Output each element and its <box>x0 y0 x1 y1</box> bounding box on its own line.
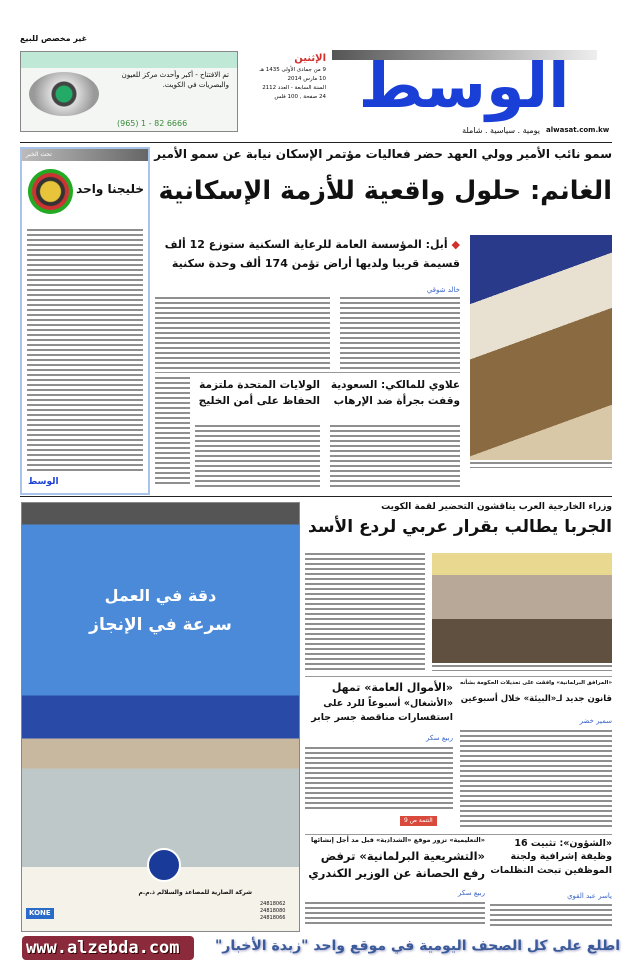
site-url[interactable]: alwasat.com.kw <box>546 126 610 134</box>
opinion-tag: تحت الخبر <box>22 149 148 161</box>
opinion-signature: الوسط <box>28 477 59 487</box>
continued-label[interactable]: التتمة ص 9 <box>400 816 437 826</box>
ad-phone: (965) 1 - 82 6666 <box>117 119 188 128</box>
footer-promo[interactable]: اطلع على كل الصحف اليومية في موقع واحد "زبدة الأخبار" <box>214 938 620 954</box>
story-headline[interactable]: قانون جديد لـ«البيئة» خلال أسبوعين <box>460 694 612 704</box>
opinion-body <box>27 229 143 473</box>
byline: ربيع سكر <box>458 889 485 897</box>
company-logo-icon <box>147 848 181 882</box>
lead-kicker: سمو نائب الأمير وولي العهد حضر فعاليات مؤتمر الإسكان نيابة عن سمو الأمير <box>154 147 612 161</box>
lead-subhead: ◆ أبل: المؤسسة العامة للرعاية السكنية ستوزع 12 ألف قسيمة قريبا ولديها أراض تؤمن 174 ألف وحدة سكنية <box>164 238 460 270</box>
story-kicker: وزراء الخارجية العرب يناقشون التحضير لقمة الكويت <box>381 502 612 512</box>
ad-company: شركة الصارية للمصاعد والسلالم ذ.م.م <box>138 889 252 896</box>
top-advertisement[interactable] <box>20 51 238 132</box>
story-kicker: «المرافق البرلمانية» وافقت على تعديلات الحكومة بشأنه <box>460 680 612 686</box>
date-block: الإثنين 9 من جمادى الأولى 1435 هـ 10 مارس 2014 السنة السابعة - العدد 2112 24 صفحة , 100 فلس <box>259 53 326 100</box>
story-headline[interactable]: «التشريعية البرلمانية» ترفض رفع الحصانة عن الوزير الكندري <box>308 849 485 881</box>
byline: ربيع سكر <box>426 734 453 742</box>
gcc-emblem-icon <box>28 169 73 214</box>
story-body <box>460 730 612 830</box>
opinion-box <box>20 147 150 495</box>
story-body <box>330 425 460 487</box>
story-body <box>155 377 190 487</box>
story-kicker: «التعليمية» تزور موقع «الشدادية» قبل مد أجل إنشائها <box>310 836 485 844</box>
story-body <box>195 425 320 487</box>
ad-text: تم الافتتاح - أكبر وأحدث مركز للعيون والبصريات في الكويت. <box>121 71 229 89</box>
elevator-advertisement[interactable] <box>21 502 300 932</box>
lead-body-2 <box>155 297 330 369</box>
story-body <box>305 902 485 926</box>
story-headline[interactable]: «الشؤون»: تثبيت 16 وظيفة إشرافية ولجنة الموظفين تبحث التظلمات <box>490 838 612 876</box>
story-headline[interactable]: علاوي للمالكي: السعودية وقفت بجرأة ضد الإرهاب <box>330 379 460 408</box>
lead-photo[interactable] <box>470 235 612 460</box>
kone-logo: KONE <box>26 908 54 919</box>
ad-phones: 24818062 24818080 24818066 <box>260 901 286 921</box>
story-photo[interactable] <box>432 553 612 663</box>
story-headline[interactable]: الولايات المتحدة ملتزمة الحفاظ على أمن الخليج <box>198 379 320 408</box>
lead-body <box>340 297 460 369</box>
photo-caption <box>470 462 612 468</box>
logo[interactable]: الوسط <box>358 49 570 122</box>
lead-headline[interactable]: الغانم: حلول واقعية للأزمة الإسكانية <box>158 176 612 206</box>
story-body <box>305 747 453 811</box>
lead-byline: خالد شوقي <box>426 286 460 294</box>
story-body <box>305 553 425 671</box>
story-body <box>490 904 612 926</box>
bullet-icon: ◆ <box>447 238 460 251</box>
footer-url[interactable]: www.alzebda.com <box>22 936 194 960</box>
story-headline[interactable]: «الأشغال» أسبوعاً للرد على استفسارات مناقصة جسر جابر <box>311 698 453 723</box>
opinion-title: خليجنا واحد <box>76 182 144 196</box>
story-headline[interactable]: الجربا يطالب بقرار عربي لردع الأسد <box>308 517 612 537</box>
photo-caption <box>432 665 612 671</box>
byline: سمير خضر <box>579 717 612 725</box>
tagline: يومية . سياسية . شاملة <box>462 126 540 135</box>
ad-line-2: سرعة في الإنجاز <box>89 615 232 635</box>
not-for-sale-label: غير مخصص للبيع <box>20 34 88 43</box>
eye-image <box>29 72 99 116</box>
ad-line-1: دقة في العمل <box>104 586 217 605</box>
story-kicker: «الأموال العامة» تمهل <box>331 681 453 694</box>
byline: ياسر عبد القوي <box>567 892 612 900</box>
